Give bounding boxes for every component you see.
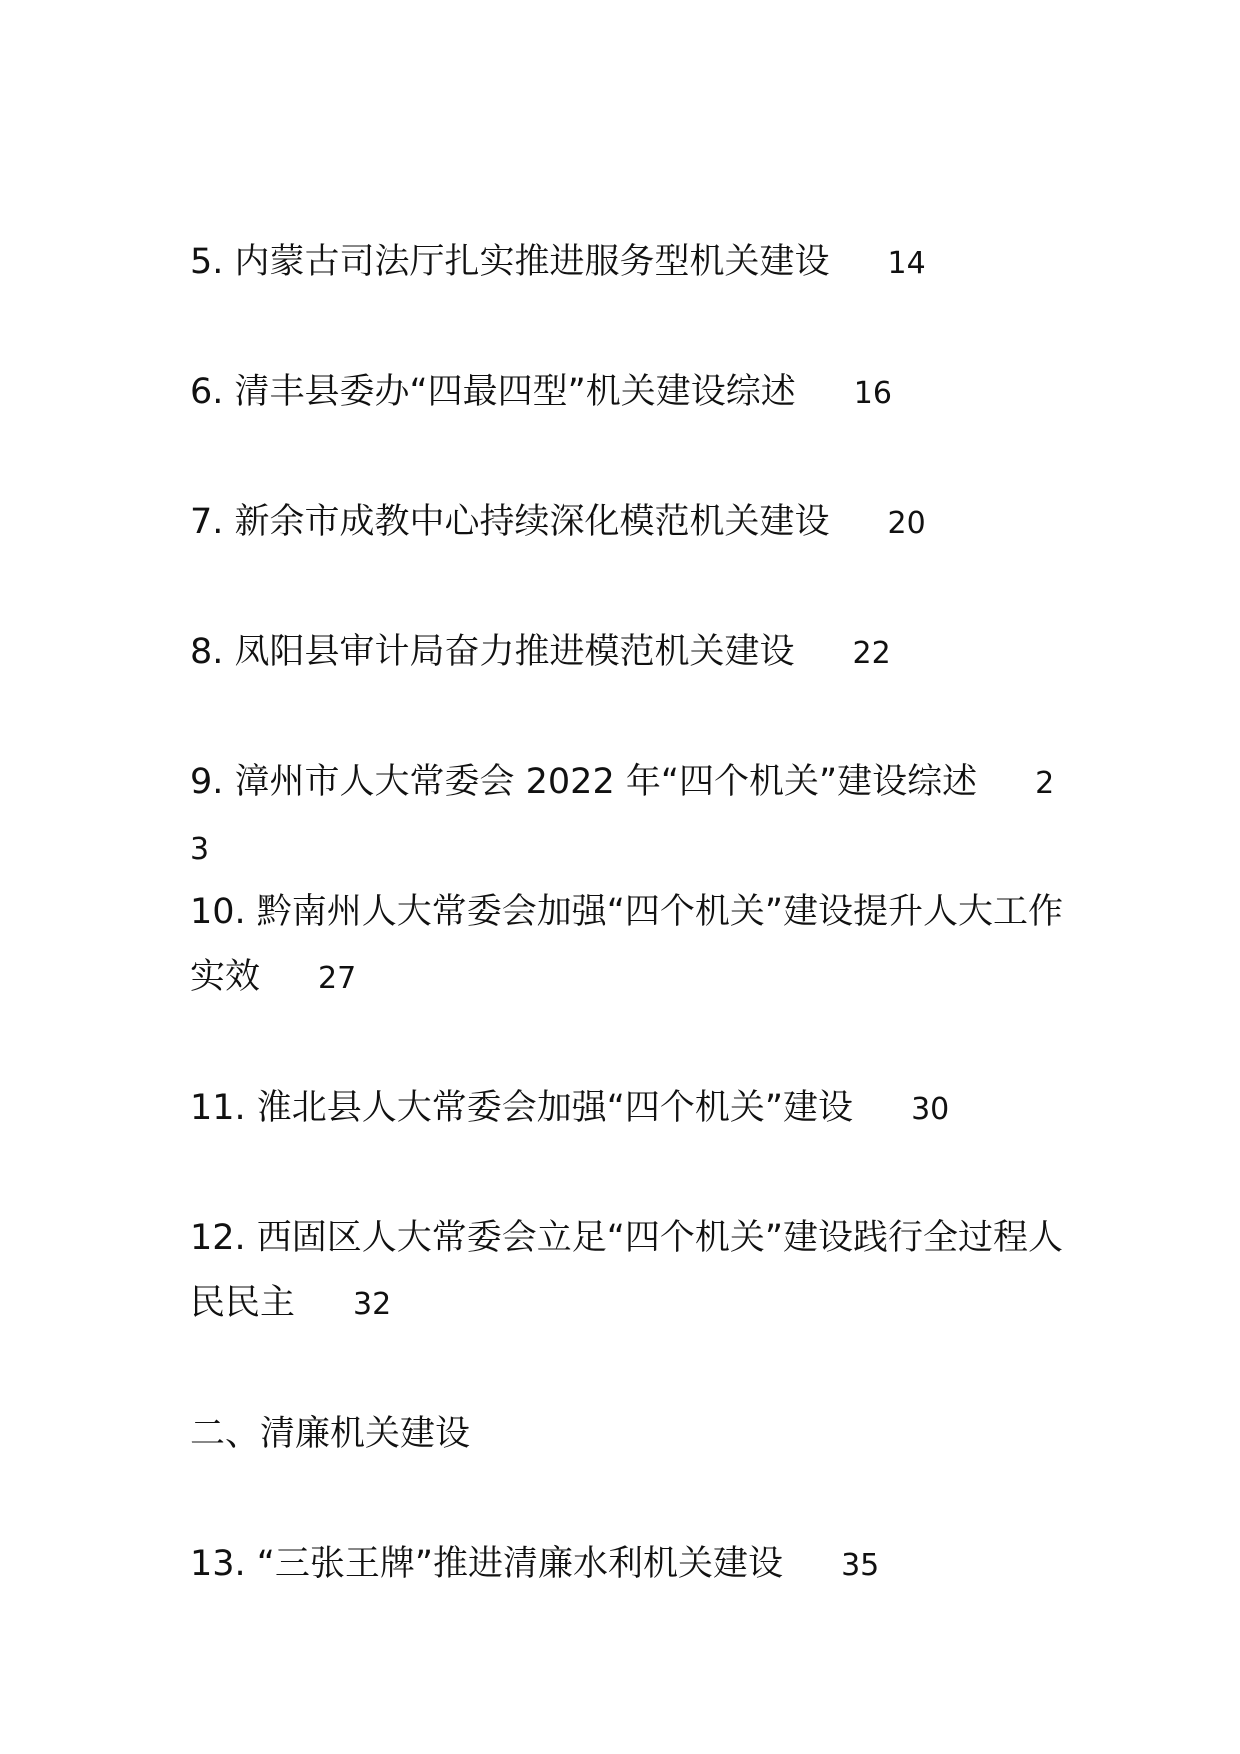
toc-entry: [190, 880, 1070, 1011]
toc-entry-page: 35: [841, 1548, 880, 1583]
toc-entry-page: 32: [353, 1287, 392, 1322]
toc-entry-title: 8. 凤阳县审计局奋力推进模范机关建设: [190, 632, 795, 672]
toc-entry: [190, 1206, 1070, 1337]
toc-entry-title: 12. 西固区人大常委会立足“四个机关”建设践行全过程人民民主: [190, 1218, 1064, 1323]
toc-entry-title: 10. 黔南州人大常委会加强“四个机关”建设提升人大工作实效: [190, 892, 1064, 997]
toc-entry-title: 6. 清丰县委办“四最四型”机关建设综述: [190, 372, 796, 412]
toc-entry-page: 23: [190, 766, 1055, 867]
toc-entry: [190, 360, 892, 426]
toc-entry-title: 9. 漳州市人大常委会 2022 年“四个机关”建设综述: [190, 762, 978, 802]
toc-entry-page: 27: [318, 961, 357, 996]
toc-entry-title: 11. 淮北县人大常委会加强“四个机关”建设: [190, 1088, 854, 1128]
toc-entry: [190, 620, 891, 686]
toc-entry-page: 16: [853, 376, 892, 411]
toc-entry-title: 5. 内蒙古司法厅扎实推进服务型机关建设: [190, 242, 830, 282]
toc-entry-title: 13. “三张王牌”推进清廉水利机关建设: [190, 1544, 784, 1584]
toc-entry: [190, 750, 1070, 882]
toc-entry-page: 22: [852, 636, 891, 671]
toc-entry: [190, 230, 926, 296]
toc-entry: [190, 490, 926, 556]
toc-entry-page: 14: [887, 246, 926, 281]
toc-entry: [190, 1532, 879, 1598]
toc-entry-title: 7. 新余市成教中心持续深化模范机关建设: [190, 502, 830, 542]
toc-entry: [190, 1076, 949, 1142]
section-heading: 二、清廉机关建设: [190, 1414, 471, 1454]
toc-entry-page: 30: [911, 1092, 950, 1127]
toc-entry-page: 20: [887, 506, 926, 541]
